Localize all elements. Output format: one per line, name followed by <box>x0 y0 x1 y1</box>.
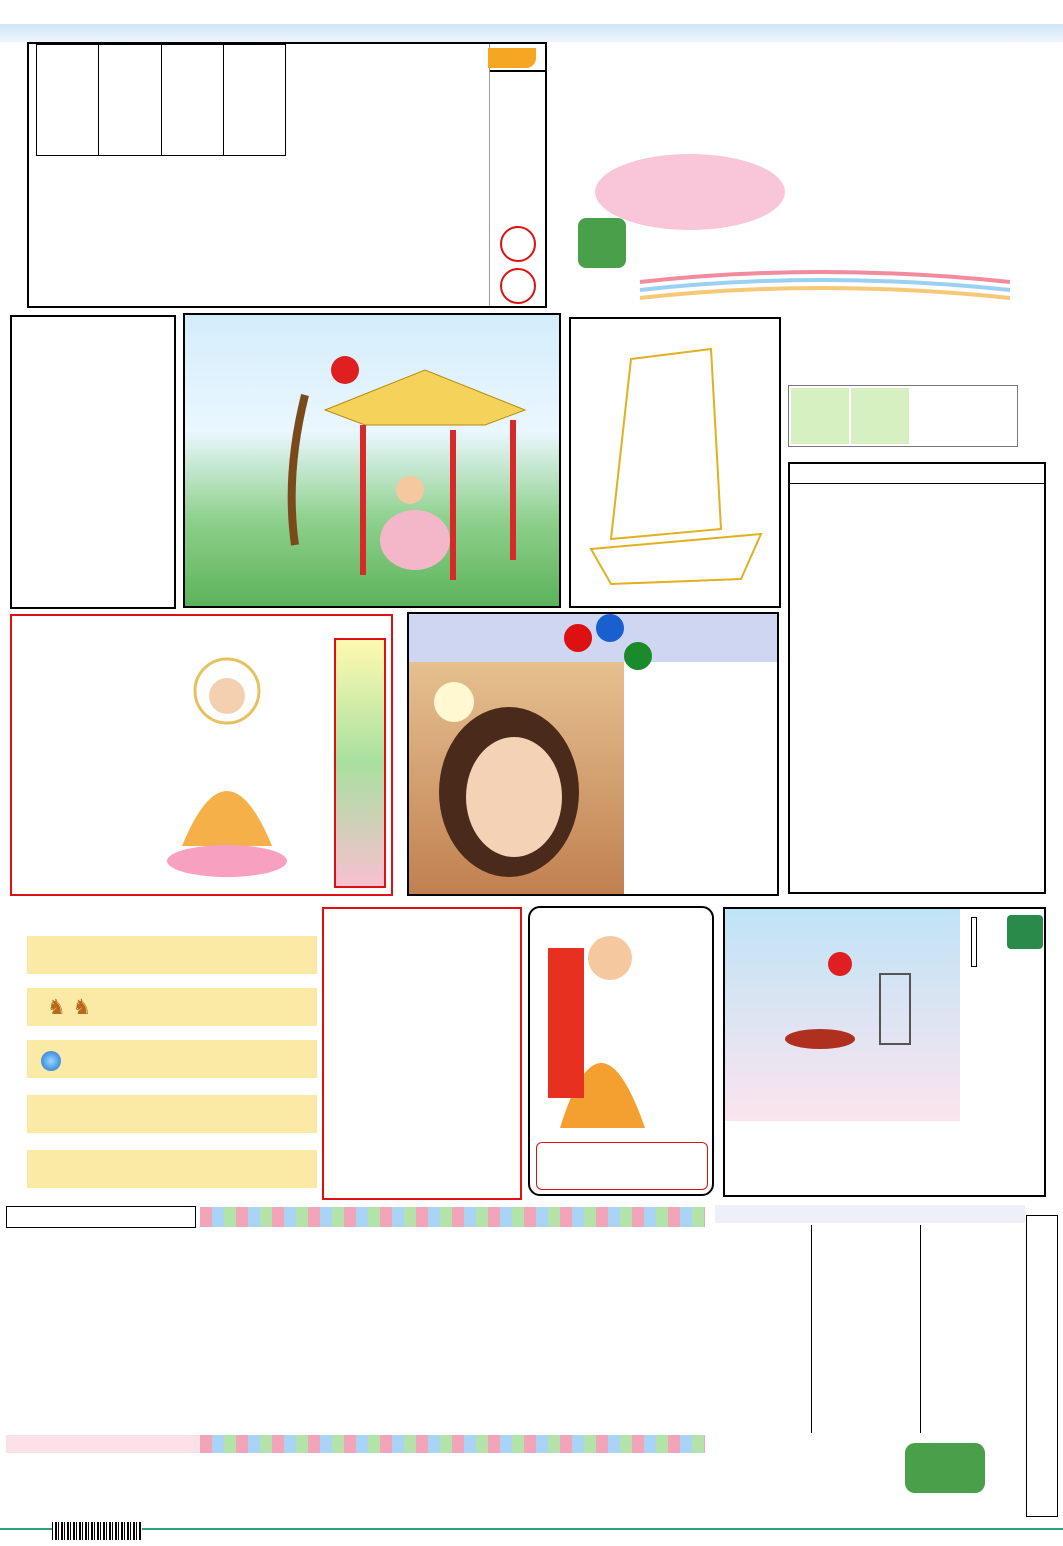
lucky-range <box>27 1095 317 1133</box>
boat-poem-panel <box>569 317 781 608</box>
open-cell-1 <box>791 388 849 444</box>
tibolu-panel <box>489 44 547 308</box>
results-title <box>6 1206 196 1228</box>
trend-title <box>790 464 1044 484</box>
notice-text-top <box>384 52 454 162</box>
boat-poem <box>631 419 697 539</box>
math-header <box>409 614 779 662</box>
guess-ball <box>564 624 592 652</box>
header-banner <box>0 0 1063 24</box>
tibolu-label <box>490 70 546 72</box>
hand-money-icon <box>1007 915 1043 949</box>
zeng-panel <box>10 614 393 896</box>
top-left-block <box>27 42 547 308</box>
blue-ball-icon <box>41 1051 61 1071</box>
odd-ball <box>596 614 624 642</box>
tibolu-ball-2 <box>500 268 536 304</box>
treasure-text <box>957 965 1046 1193</box>
year-title <box>6 1435 200 1453</box>
date-bar <box>0 24 1063 42</box>
fortune-god-icon <box>540 918 650 1138</box>
zeng-title-box <box>334 638 386 888</box>
horse-icon: ♞ ♞ <box>47 995 92 1019</box>
sum-divider-1 <box>811 1225 812 1433</box>
barcode <box>52 1522 142 1540</box>
money-bag-icon <box>578 218 626 268</box>
treasure-picture <box>725 909 960 1121</box>
treasure-map-panel <box>723 907 1046 1197</box>
huangdaxian-poem-panel <box>322 907 522 1200</box>
even-ball <box>624 642 652 670</box>
sum-table <box>715 1205 1025 1435</box>
tibolu-ball-1 <box>500 226 536 262</box>
pavilion-scene-icon <box>185 315 561 608</box>
side-slogan-box <box>1026 1215 1058 1517</box>
sum-divider-2 <box>920 1225 921 1433</box>
today-open-box <box>788 385 1018 447</box>
lucky-zodiac <box>27 988 317 1026</box>
zeng-text <box>52 756 152 881</box>
tibolu-deco <box>488 48 536 68</box>
treasure-scene-icon <box>725 909 960 1121</box>
results-panel <box>0 1203 710 1521</box>
sum-head-row <box>715 1205 1025 1223</box>
caishen-last-box <box>536 1142 708 1190</box>
number-header-balls <box>200 1207 705 1227</box>
goddess-figure-icon <box>152 646 302 881</box>
woman-photo <box>409 662 624 896</box>
lucky-poem <box>27 1150 317 1188</box>
logo-decoration <box>570 42 1040 308</box>
caishen-illustration <box>540 918 650 1138</box>
lucky-color <box>27 1040 317 1078</box>
goddess-illustration <box>152 646 302 881</box>
year-header-balls <box>200 1435 705 1453</box>
woman-portrait-icon <box>409 662 624 896</box>
caishen-panel <box>528 906 714 1196</box>
masthead-logo <box>570 42 1040 308</box>
footer-dots <box>145 1525 1045 1539</box>
odd-even-trend-table <box>788 462 1046 894</box>
color-wave-panel <box>10 315 176 609</box>
money-bag-bottom-icon <box>905 1443 985 1493</box>
math-doctor-panel <box>407 612 779 896</box>
lucky-number <box>27 936 317 974</box>
treasure-tag <box>971 917 977 967</box>
pavilion-illustration <box>183 313 561 608</box>
open-cell-2 <box>851 388 909 444</box>
